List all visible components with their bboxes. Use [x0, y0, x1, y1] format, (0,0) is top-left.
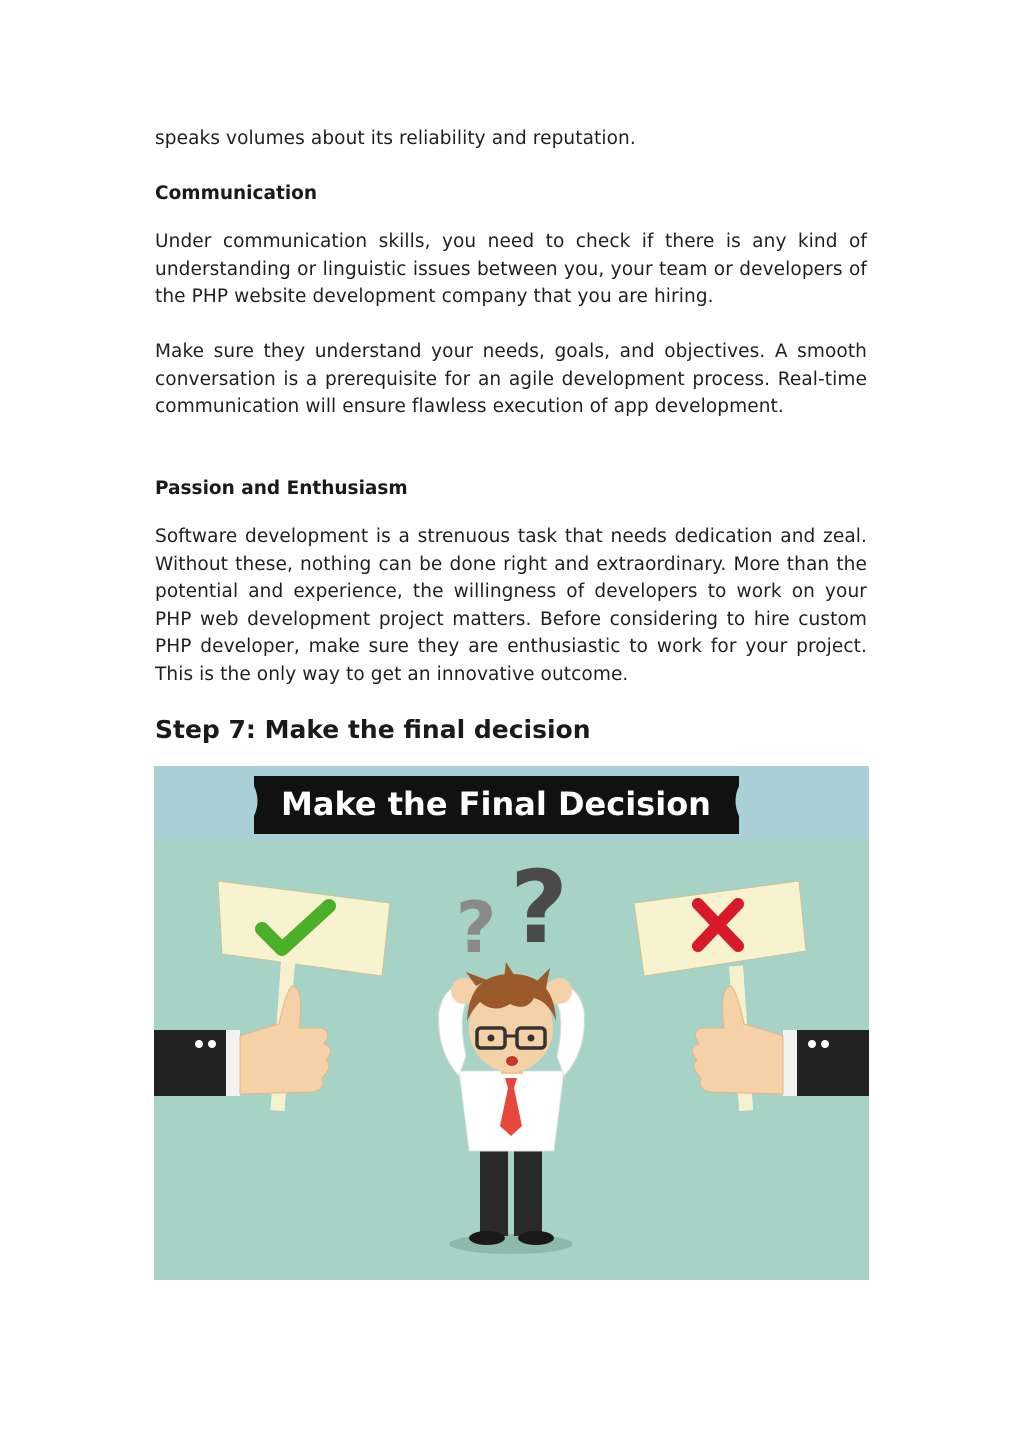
communication-paragraph-2: Make sure they understand your needs, goals, and objectives. A smooth conversation is a prerequisite for an agile development process. Real-time communication will ensure flawless execution of app development.	[155, 341, 867, 417]
svg-text:?: ?	[509, 849, 569, 966]
section-heading-communication: Communication	[155, 183, 318, 204]
step-heading: Step 7: Make the final decision	[155, 715, 591, 744]
intro-paragraph: speaks volumes about its reliability and reputation.	[155, 128, 636, 149]
banner-text: Make the Final Decision	[281, 785, 711, 823]
section-heading-passion: Passion and Enthusiasm	[155, 478, 408, 499]
title-banner	[254, 776, 739, 834]
final-decision-illustration	[154, 766, 869, 1280]
communication-paragraph-1: Under communication skills, you need to check if there is any kind of understanding or linguistic issues between you, your team or developers of the PHP website development company that you are hiring.	[155, 231, 867, 307]
svg-text:?: ?	[455, 887, 497, 969]
passion-paragraph: Software development is a strenuous task that needs dedication and zeal. Without these, nothing can be done right and extraordinary. More than the potential and experience, the willingness of developers to work on your PHP web development project matters. Before considering to hire custom PHP developer, make sure they are enthusiastic to work for your project. This is the only way to get an innovative outcome.	[155, 526, 867, 685]
